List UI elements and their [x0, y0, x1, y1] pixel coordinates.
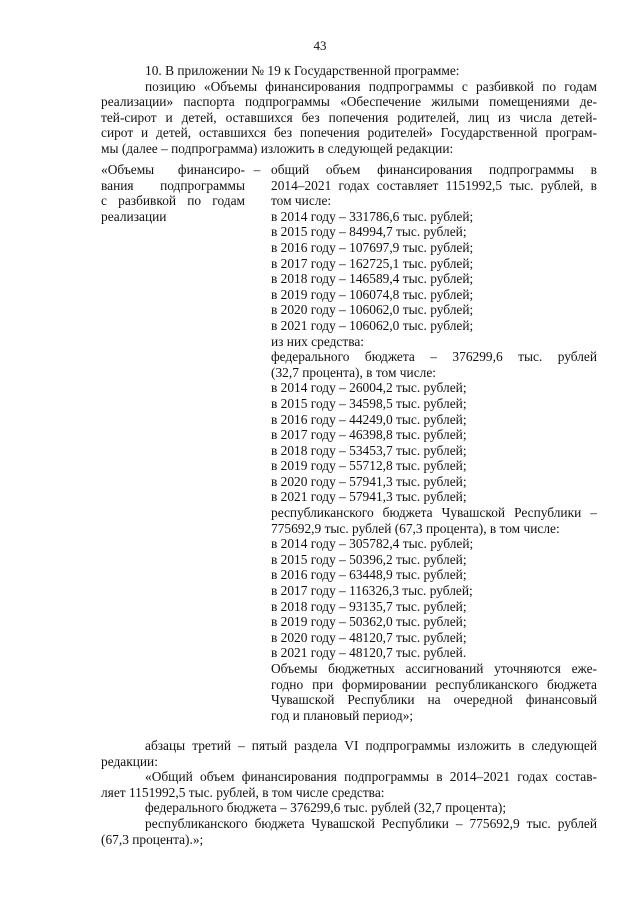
value-line: в 2017 году – 46398,8 тыс. рублей; — [271, 427, 467, 443]
intro-line: мы (далее – подпрограмма) изложить в следующей редакции: — [101, 140, 454, 156]
value-line: в 2014 году – 331786,6 тыс. рублей; — [271, 208, 474, 224]
value-line: в 2019 году – 50362,0 тыс. рублей; — [271, 614, 467, 630]
tail-line: абзацы третий – пятый раздела VI подпрограммы изложить в следующей — [145, 738, 597, 753]
value-line: республиканского бюджета Чувашской Республики – — [271, 505, 597, 521]
intro-item-heading: 10. В приложении № 19 к Государственной программе: — [145, 63, 460, 78]
tail-line: федерального бюджета – 376299,6 тыс. рублей (32,7 процента); — [145, 800, 507, 816]
value-line: в 2016 году – 63448,9 тыс. рублей; — [271, 567, 467, 583]
table-position-label — [101, 162, 245, 224]
intro-line: тей-сирот и детей, оставшихся без попечения родителей, лиц из числа детей- — [101, 109, 597, 125]
value-line: 2014–2021 годах составляет 1151992,5 тыс. рублей, в — [271, 177, 597, 193]
value-line: в 2017 году – 162725,1 тыс. рублей; — [271, 255, 474, 271]
value-line: федерального бюджета – 376299,6 тыс. рублей — [271, 349, 597, 365]
value-line: в 2021 году – 48120,7 тыс. рублей. — [271, 645, 467, 661]
value-line: в 2016 году – 107697,9 тыс. рублей; — [271, 239, 474, 255]
value-line: в 2020 году – 106062,0 тыс. рублей; — [271, 302, 474, 318]
tail-paragraph — [101, 738, 597, 847]
value-line: в 2015 году – 84994,7 тыс. рублей; — [271, 224, 467, 240]
value-line: в 2021 году – 57941,3 тыс. рублей; — [271, 489, 467, 505]
value-line: Чувашской Республики на очередной финансовый — [271, 692, 597, 708]
intro-line: реализации» паспорта подпрограммы «Обеспечение жилыми помещениями де- — [101, 94, 597, 110]
value-line: в 2014 году – 26004,2 тыс. рублей; — [271, 380, 467, 396]
value-line: 775692,9 тыс. рублей (67,3 процента), в том числе: — [271, 520, 560, 536]
value-line: годно при формировании республиканского бюджета — [271, 676, 597, 692]
value-line: в 2016 году – 44249,0 тыс. рублей; — [271, 411, 467, 427]
value-line: в 2020 году – 57941,3 тыс. рублей; — [271, 473, 467, 489]
value-line: в 2019 году – 55712,8 тыс. рублей; — [271, 458, 467, 474]
page-number: 43 — [313, 38, 327, 53]
value-line: в 2021 году – 106062,0 тыс. рублей; — [271, 317, 474, 333]
value-line: в 2015 году – 50396,2 тыс. рублей; — [271, 551, 467, 567]
table-position-value — [271, 162, 597, 723]
value-line: в 2018 году – 53453,7 тыс. рублей; — [271, 442, 467, 458]
tail-line: редакции: — [101, 753, 158, 769]
intro-paragraph — [101, 63, 597, 157]
position-label-line: «Объемы финансиро- — [101, 162, 245, 177]
value-line: в 2015 году – 34598,5 тыс. рублей; — [271, 395, 467, 411]
tail-line: республиканского бюджета Чувашской Республики – 775692,9 тыс. рублей — [145, 815, 597, 831]
value-line: год и плановый период»; — [271, 707, 414, 723]
intro-line: сирот и детей, оставшихся без попечения родителей» Государственной програм- — [101, 125, 597, 141]
value-line: в 2018 году – 93135,7 тыс. рублей; — [271, 598, 467, 614]
value-line: (32,7 процента), в том числе: — [271, 364, 436, 380]
value-line: из них средства: — [271, 333, 365, 349]
position-label-line: вания подпрограммы — [101, 177, 245, 193]
value-line: в 2019 году – 106074,8 тыс. рублей; — [271, 286, 474, 302]
value-line: общий объем финансирования подпрограммы в — [271, 162, 597, 177]
position-label-line: реализации — [101, 208, 167, 224]
table-dash: – — [253, 162, 261, 177]
value-line: в 2017 году – 116326,3 тыс. рублей; — [271, 583, 473, 599]
tail-line: «Общий объем финансирования подпрограммы в 2014–2021 годах состав- — [145, 769, 597, 785]
tail-line: ляет 1151992,5 тыс. рублей, в том числе средства: — [101, 784, 385, 800]
value-line: Объемы бюджетных ассигнований уточняются еже- — [271, 661, 597, 676]
value-line: том числе: — [271, 193, 332, 209]
position-label-line: с разбивкой по годам — [101, 193, 245, 209]
tail-line: (67,3 процента).»; — [101, 831, 204, 847]
intro-line: позицию «Объемы финансирования подпрограммы с разбивкой по годам — [145, 78, 597, 94]
value-line: в 2018 году – 146589,4 тыс. рублей; — [271, 271, 474, 287]
value-line: в 2014 году – 305782,4 тыс. рублей; — [271, 536, 474, 552]
value-line: в 2020 году – 48120,7 тыс. рублей; — [271, 629, 467, 645]
